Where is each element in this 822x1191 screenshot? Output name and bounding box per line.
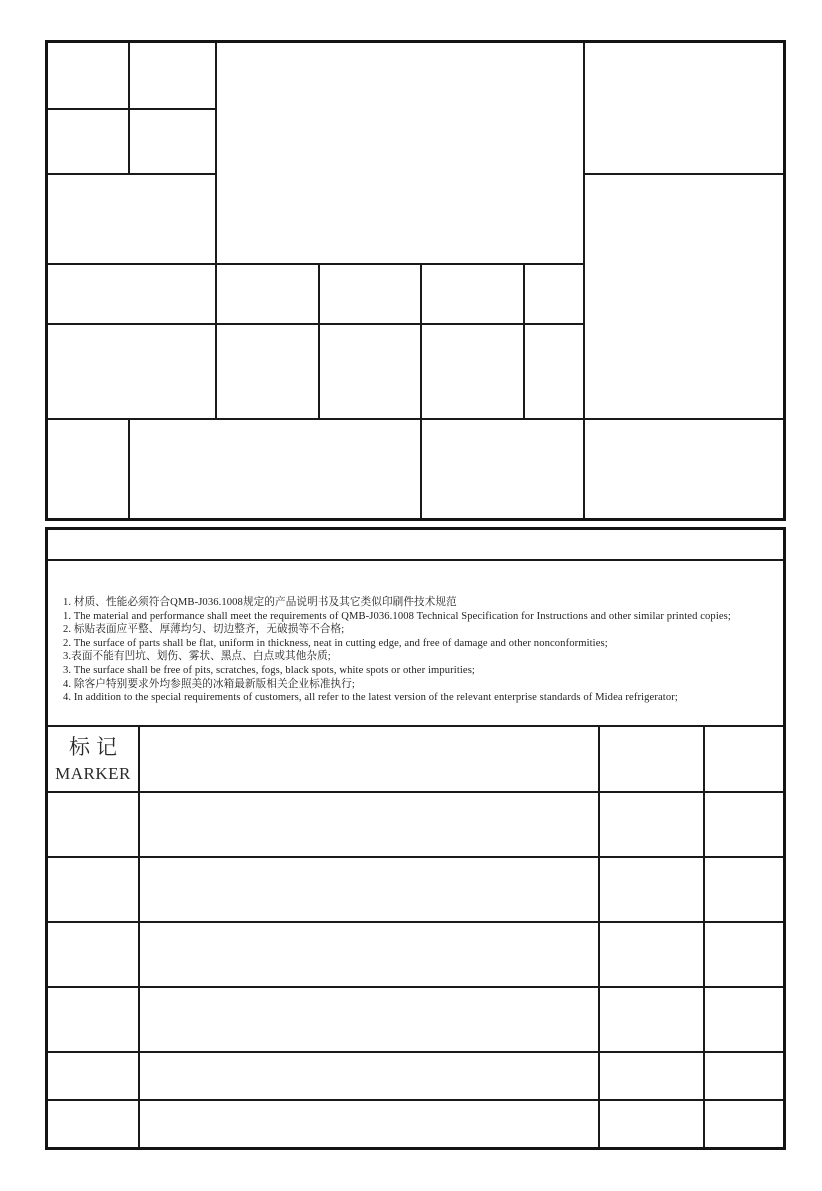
grid-line-v xyxy=(128,43,130,173)
grid-line-h xyxy=(48,856,783,858)
grid-line-v xyxy=(598,725,600,1147)
grid-line-h xyxy=(48,559,783,561)
marker-label-en: MARKER xyxy=(55,764,131,783)
grid-line-h xyxy=(48,986,783,988)
grid-line-v xyxy=(215,43,217,418)
note-line: 3. The surface shall be free of pits, scratches, fogs, black spots, white spots or other impurities; xyxy=(63,664,475,676)
grid-line-v xyxy=(318,263,320,418)
grid-line-v xyxy=(138,725,140,1147)
title-block-table xyxy=(45,40,786,521)
grid-line-h xyxy=(48,323,583,325)
grid-line-h xyxy=(48,418,783,420)
grid-line-h xyxy=(48,921,783,923)
grid-line-v xyxy=(583,43,585,518)
grid-line-h xyxy=(48,173,215,175)
note-line: 1. 材质、性能必须符合QMB-J036.1008规定的产品说明书及其它类似印刷件技术规范 xyxy=(63,597,457,608)
grid-line-h xyxy=(48,1099,783,1101)
note-line: 1. The material and performance shall meet the requirements of QMB-J036.1008 Technical Specification for Instructions and other similar printed copies; xyxy=(63,610,731,622)
marker-label-cn: 标记 xyxy=(69,735,123,759)
note-line: 3.表面不能有凹坑、划伤、雾状、黑点、白点或其他杂质; xyxy=(63,651,331,663)
grid-line-v xyxy=(523,263,525,418)
grid-line-v xyxy=(420,263,422,518)
grid-line-v xyxy=(128,418,130,518)
grid-line-v xyxy=(703,725,705,1147)
marker-table-top-line xyxy=(48,725,783,727)
grid-line-h xyxy=(48,1051,783,1053)
grid-line-h xyxy=(583,173,783,175)
note-line: 2. The surface of parts shall be flat, uniform in thickness, neat in cutting edge, and free of damage and other nonconformities; xyxy=(63,637,608,649)
grid-line-h xyxy=(48,108,215,110)
notes-and-marker-section xyxy=(45,527,786,1150)
note-line: 2. 标贴表面应平整、厚薄均匀、切边整齐，无破损等不合格; xyxy=(63,624,345,636)
note-line: 4. 除客户特别要求外均参照美的冰箱最新版相关企业标准执行; xyxy=(63,678,355,690)
grid-line-h xyxy=(48,791,783,793)
grid-line-h xyxy=(48,263,583,265)
note-line: 4. In addition to the special requirements of customers, all refer to the latest version of the relevant enterprise standards of Midea refrigerator; xyxy=(63,692,678,704)
notes-section xyxy=(63,596,773,705)
marker-label-cell xyxy=(48,725,138,791)
